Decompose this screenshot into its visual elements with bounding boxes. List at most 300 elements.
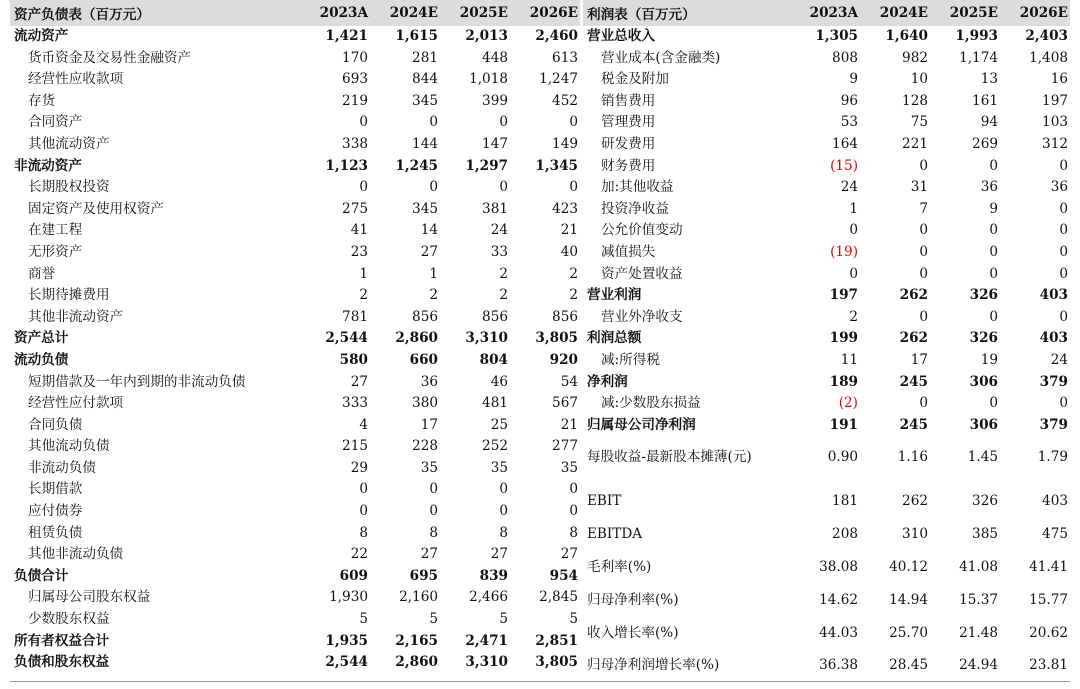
value-cell: 403: [1039, 330, 1068, 347]
value-cell: 1,123: [325, 157, 368, 174]
value-cell: 1,297: [465, 157, 508, 174]
value-cell: 9: [989, 200, 998, 217]
value-cell: 16: [1050, 71, 1068, 88]
row-label: 公允价值变动: [601, 222, 683, 239]
value-cell: 0: [989, 308, 998, 325]
table-row: [583, 480, 1070, 524]
row-label: 每股收益-最新股本摊薄(元): [587, 449, 752, 466]
value-cell: 804: [479, 351, 508, 368]
table-row: [10, 631, 580, 653]
value-cell: 181: [832, 493, 858, 510]
value-cell: 1.45: [967, 449, 998, 466]
table-row: [583, 285, 1070, 307]
value-cell: 38.08: [819, 559, 858, 576]
row-label: 负债合计: [14, 567, 69, 584]
table-row: [583, 328, 1070, 350]
value-cell: 41: [350, 222, 368, 239]
row-label: 收入增长率(%): [587, 624, 679, 641]
value-cell: 27: [350, 373, 368, 390]
bottom-rule: [10, 681, 1070, 682]
value-cell: 475: [1042, 526, 1068, 543]
value-cell: 2,403: [1025, 28, 1068, 44]
value-cell: 17: [420, 416, 438, 433]
table-row: [583, 112, 1070, 134]
value-cell: 345: [412, 92, 438, 109]
value-cell: 24: [840, 179, 858, 196]
row-label: 营业外净收支: [601, 308, 683, 325]
value-cell: 481: [482, 395, 508, 412]
value-cell: 345: [412, 200, 438, 217]
value-cell: 2: [849, 308, 858, 325]
value-cell: 3,310: [465, 654, 508, 671]
row-label: 长期借款: [28, 481, 83, 498]
value-cell: 164: [832, 135, 858, 152]
row-label: 管理费用: [601, 114, 656, 131]
value-cell: 399: [482, 92, 508, 109]
row-label: 减值损失: [601, 243, 656, 260]
value-cell: 54: [560, 373, 578, 390]
value-cell: 262: [902, 493, 928, 510]
table-row: [10, 26, 580, 48]
value-cell: 25: [490, 416, 508, 433]
table-row: [10, 566, 580, 588]
value-cell: 228: [412, 438, 438, 455]
table-row: [10, 393, 580, 415]
value-cell: 191: [829, 416, 858, 433]
value-cell: 14: [420, 222, 438, 239]
value-cell: 27: [490, 546, 508, 563]
table-row: [10, 587, 580, 609]
value-cell: 1.16: [897, 449, 928, 466]
value-cell: 379: [1039, 373, 1068, 390]
value-cell: 326: [972, 493, 998, 510]
value-cell: 35: [490, 459, 508, 476]
value-cell: 7: [919, 200, 928, 217]
value-cell: 262: [899, 287, 928, 304]
value-cell: 8: [499, 524, 508, 541]
value-cell: 403: [1039, 287, 1068, 304]
value-cell: 0: [429, 179, 438, 196]
table-row: [10, 436, 580, 458]
value-cell: 2,013: [465, 28, 508, 44]
value-cell: 0: [499, 481, 508, 498]
value-cell: 0: [499, 179, 508, 196]
value-cell: 856: [412, 308, 438, 325]
table-row: [10, 415, 580, 437]
row-label: 加:其他收益: [601, 179, 674, 196]
table-row: [10, 242, 580, 264]
value-cell: (2): [838, 395, 858, 412]
value-cell: 41.41: [1029, 559, 1068, 576]
value-cell: 9: [849, 71, 858, 88]
table-row: [10, 285, 580, 307]
value-cell: 2,544: [325, 654, 368, 671]
value-cell: 5: [569, 611, 578, 628]
table-row: [583, 177, 1070, 199]
value-cell: 53: [840, 114, 858, 131]
value-cell: 609: [339, 567, 368, 584]
value-cell: 0: [499, 503, 508, 520]
row-label: 货币资金及交易性金融资产: [28, 49, 192, 66]
value-cell: 2,544: [325, 330, 368, 347]
value-cell: 41.08: [959, 559, 998, 576]
table-row: [583, 69, 1070, 91]
value-cell: 0: [989, 243, 998, 260]
row-label: 其他非流动资产: [28, 308, 124, 325]
value-cell: 14.94: [889, 591, 928, 608]
table-row: [583, 590, 1070, 612]
value-cell: 1,408: [1029, 49, 1068, 66]
row-label: 流动负债: [14, 351, 69, 368]
value-cell: 1: [359, 265, 368, 282]
table-row: [10, 350, 580, 372]
value-cell: 269: [972, 135, 998, 152]
table-row: [583, 26, 1070, 48]
value-cell: 2,860: [395, 330, 438, 347]
value-cell: 94: [980, 114, 998, 131]
value-cell: 0: [1059, 395, 1068, 412]
value-cell: 25.70: [889, 624, 928, 641]
row-label: 资产总计: [14, 330, 69, 347]
value-cell: 0: [1059, 265, 1068, 282]
value-cell: 27: [560, 546, 578, 563]
value-cell: 3,805: [535, 654, 578, 671]
income-statement-panel: [583, 0, 1070, 677]
value-cell: 2: [499, 265, 508, 282]
value-cell: 0: [569, 179, 578, 196]
row-label: 减:所得税: [601, 351, 660, 368]
value-cell: 19: [980, 351, 998, 368]
value-cell: 781: [342, 308, 368, 325]
value-cell: 2,466: [469, 589, 508, 606]
row-label: 存货: [28, 92, 56, 109]
value-cell: 36: [980, 179, 998, 196]
table-row: [583, 220, 1070, 242]
value-cell: 379: [1039, 416, 1068, 433]
table-row: [583, 264, 1070, 286]
value-cell: 44.03: [819, 624, 858, 641]
value-cell: 219: [342, 92, 368, 109]
value-cell: 277: [552, 438, 578, 455]
value-cell: 22: [350, 546, 368, 563]
value-cell: 0: [359, 481, 368, 498]
value-cell: 0: [1059, 200, 1068, 217]
value-cell: 1,247: [539, 71, 578, 88]
row-label: 营业利润: [587, 287, 642, 304]
row-label: 长期股权投资: [28, 179, 110, 196]
value-cell: 0: [989, 395, 998, 412]
value-cell: 21.48: [959, 624, 998, 641]
row-label: EBITDA: [587, 526, 643, 543]
table-row: [583, 436, 1070, 480]
row-label: 投资净收益: [601, 200, 669, 217]
row-label: 研发费用: [601, 135, 656, 152]
table-row: [583, 350, 1070, 372]
value-cell: 8: [359, 524, 368, 541]
value-cell: 920: [549, 351, 578, 368]
year-header: 2024E: [389, 5, 438, 21]
table-row: [583, 546, 1070, 590]
value-cell: 13: [980, 71, 998, 88]
value-cell: 215: [342, 438, 368, 455]
row-label: 归母净利率(%): [587, 591, 679, 608]
value-cell: 326: [969, 330, 998, 347]
row-label: 财务费用: [601, 157, 656, 174]
value-cell: 2,165: [395, 632, 438, 649]
value-cell: 161: [972, 92, 998, 109]
value-cell: 17: [910, 351, 928, 368]
table-row: [10, 220, 580, 242]
row-label: 营业总收入: [587, 28, 655, 44]
table-row: [10, 307, 580, 329]
table-row: [583, 524, 1070, 546]
value-cell: 0: [919, 265, 928, 282]
table-row: [10, 199, 580, 221]
row-label: 应付债券: [28, 503, 83, 520]
value-cell: 423: [552, 200, 578, 217]
row-label: 归属母公司净利润: [587, 416, 696, 433]
value-cell: 36: [1050, 179, 1068, 196]
value-cell: 0: [1059, 243, 1068, 260]
row-label: 负债和股东权益: [14, 654, 110, 671]
value-cell: 149: [552, 135, 578, 152]
value-cell: 2,851: [535, 632, 578, 649]
row-label: 减:少数股东损益: [601, 395, 701, 412]
value-cell: 0: [429, 503, 438, 520]
value-cell: 0: [849, 265, 858, 282]
table-row: [10, 501, 580, 523]
balance-sheet-table: [10, 0, 580, 674]
value-cell: 144: [412, 135, 438, 152]
year-header: 2026E: [1019, 5, 1068, 21]
value-cell: 15.37: [959, 591, 998, 608]
value-cell: 8: [429, 524, 438, 541]
value-cell: 310: [902, 526, 928, 543]
table-row: [10, 479, 580, 501]
value-cell: 333: [342, 395, 368, 412]
value-cell: 170: [342, 49, 368, 66]
value-cell: 1,421: [325, 28, 368, 44]
year-header: 2025E: [949, 5, 998, 21]
value-cell: 128: [902, 92, 928, 109]
value-cell: 580: [339, 351, 368, 368]
value-cell: 0: [849, 222, 858, 239]
value-cell: 15.77: [1029, 591, 1068, 608]
row-label: 无形资产: [28, 243, 83, 260]
value-cell: 0: [569, 503, 578, 520]
row-label: 所有者权益合计: [14, 632, 110, 649]
value-cell: 11: [840, 351, 858, 368]
table-row: [583, 415, 1070, 437]
table-row: [10, 458, 580, 480]
value-cell: 1,174: [959, 49, 998, 66]
value-cell: 275: [342, 200, 368, 217]
value-cell: 385: [972, 526, 998, 543]
row-label: EBIT: [587, 493, 622, 510]
value-cell: 3,310: [465, 330, 508, 347]
value-cell: 2,845: [539, 589, 578, 606]
value-cell: 839: [479, 567, 508, 584]
value-cell: 403: [1042, 493, 1068, 510]
year-header: 2024E: [879, 5, 928, 21]
table-row: [583, 48, 1070, 70]
value-cell: 2: [429, 287, 438, 304]
value-cell: 29: [350, 459, 368, 476]
value-cell: 24.94: [959, 657, 998, 674]
table-row: [583, 393, 1070, 415]
table-row: [10, 652, 580, 674]
value-cell: 199: [829, 330, 858, 347]
row-label: 短期借款及一年内到期的非流动负债: [28, 373, 246, 390]
value-cell: 0: [919, 222, 928, 239]
value-cell: 10: [910, 71, 928, 88]
value-cell: 613: [552, 49, 578, 66]
value-cell: 0: [919, 395, 928, 412]
value-cell: 1,930: [329, 589, 368, 606]
year-header: 2023A: [809, 5, 858, 21]
value-cell: 1,245: [395, 157, 438, 174]
value-cell: 5: [429, 611, 438, 628]
value-cell: 1,993: [955, 28, 998, 44]
value-cell: 0: [429, 481, 438, 498]
row-label: 租赁负债: [28, 524, 83, 541]
value-cell: 103: [1042, 114, 1068, 131]
value-cell: 0: [359, 114, 368, 131]
row-label: 少数股东权益: [28, 611, 110, 628]
value-cell: 338: [342, 135, 368, 152]
row-label: 营业成本(含金融类): [601, 49, 721, 66]
value-cell: 197: [1042, 92, 1068, 109]
value-cell: (15): [830, 157, 858, 174]
year-header: 2025E: [459, 5, 508, 21]
table-row: [10, 156, 580, 178]
value-cell: 24: [490, 222, 508, 239]
table-row: [10, 177, 580, 199]
value-cell: 0: [1059, 157, 1068, 174]
table-row: [10, 69, 580, 91]
value-cell: 452: [552, 92, 578, 109]
income-statement-header: [583, 0, 1070, 26]
table-row: [583, 242, 1070, 264]
row-label: 非流动负债: [28, 459, 96, 476]
value-cell: 36: [420, 373, 438, 390]
value-cell: 262: [899, 330, 928, 347]
row-label: 合同负债: [28, 416, 83, 433]
value-cell: 326: [969, 287, 998, 304]
row-label: 在建工程: [28, 222, 83, 239]
value-cell: 2,460: [535, 28, 578, 44]
table-row: [583, 134, 1070, 156]
table-row: [583, 156, 1070, 178]
value-cell: 2,471: [465, 632, 508, 649]
value-cell: 96: [840, 92, 858, 109]
value-cell: 221: [902, 135, 928, 152]
row-label: 销售费用: [601, 92, 656, 109]
value-cell: 5: [359, 611, 368, 628]
row-label: 长期待摊费用: [28, 287, 110, 304]
value-cell: 1: [849, 200, 858, 217]
table-row: [583, 91, 1070, 113]
row-label: 经营性应付款项: [28, 395, 124, 412]
income-statement-title: 利润表（百万元）: [587, 7, 696, 23]
value-cell: 46: [490, 373, 508, 390]
balance-sheet-body: [10, 26, 580, 674]
balance-sheet-panel: [10, 0, 580, 674]
value-cell: 0: [989, 157, 998, 174]
value-cell: 954: [549, 567, 578, 584]
value-cell: 844: [412, 71, 438, 88]
value-cell: 1,018: [469, 71, 508, 88]
value-cell: 8: [569, 524, 578, 541]
value-cell: 0: [1059, 308, 1068, 325]
value-cell: 40: [560, 243, 578, 260]
income-statement-table: [583, 0, 1070, 677]
value-cell: 1: [429, 265, 438, 282]
value-cell: 0: [919, 308, 928, 325]
value-cell: 281: [412, 49, 438, 66]
value-cell: 189: [829, 373, 858, 390]
value-cell: 567: [552, 395, 578, 412]
table-row: [10, 112, 580, 134]
year-header: 2026E: [529, 5, 578, 21]
value-cell: 856: [552, 308, 578, 325]
value-cell: 14.62: [819, 591, 858, 608]
value-cell: 0: [499, 114, 508, 131]
row-label: 利润总额: [587, 330, 642, 347]
value-cell: 1,305: [815, 28, 858, 44]
balance-sheet-title: 资产负债表（百万元）: [14, 7, 150, 23]
value-cell: 660: [409, 351, 438, 368]
table-row: [583, 199, 1070, 221]
table-row: [10, 48, 580, 70]
table-row: [583, 372, 1070, 394]
value-cell: 2,160: [399, 589, 438, 606]
value-cell: 2: [569, 265, 578, 282]
value-cell: 21: [560, 416, 578, 433]
row-label: 其他流动负债: [28, 438, 110, 455]
value-cell: 252: [482, 438, 508, 455]
value-cell: 33: [490, 243, 508, 260]
value-cell: 1,640: [885, 28, 928, 44]
table-row: [10, 523, 580, 545]
value-cell: 982: [902, 49, 928, 66]
value-cell: 380: [412, 395, 438, 412]
value-cell: 23: [350, 243, 368, 260]
value-cell: 0.90: [827, 449, 858, 466]
value-cell: 40.12: [889, 559, 928, 576]
value-cell: 2: [499, 287, 508, 304]
row-label: 净利润: [587, 373, 628, 390]
value-cell: 27: [420, 243, 438, 260]
value-cell: 381: [482, 200, 508, 217]
value-cell: 245: [899, 373, 928, 390]
value-cell: 3,805: [535, 330, 578, 347]
row-label: 固定资产及使用权资产: [28, 200, 164, 217]
value-cell: 197: [829, 287, 858, 304]
row-label: 流动资产: [14, 28, 69, 44]
value-cell: 0: [359, 503, 368, 520]
row-label: 非流动资产: [14, 157, 82, 174]
value-cell: 27: [420, 546, 438, 563]
table-row: [10, 91, 580, 113]
row-label: 其他流动资产: [28, 135, 110, 152]
value-cell: 693: [342, 71, 368, 88]
table-row: [583, 307, 1070, 329]
value-cell: 2: [569, 287, 578, 304]
value-cell: 0: [569, 481, 578, 498]
row-label: 税金及附加: [601, 71, 669, 88]
value-cell: 448: [482, 49, 508, 66]
